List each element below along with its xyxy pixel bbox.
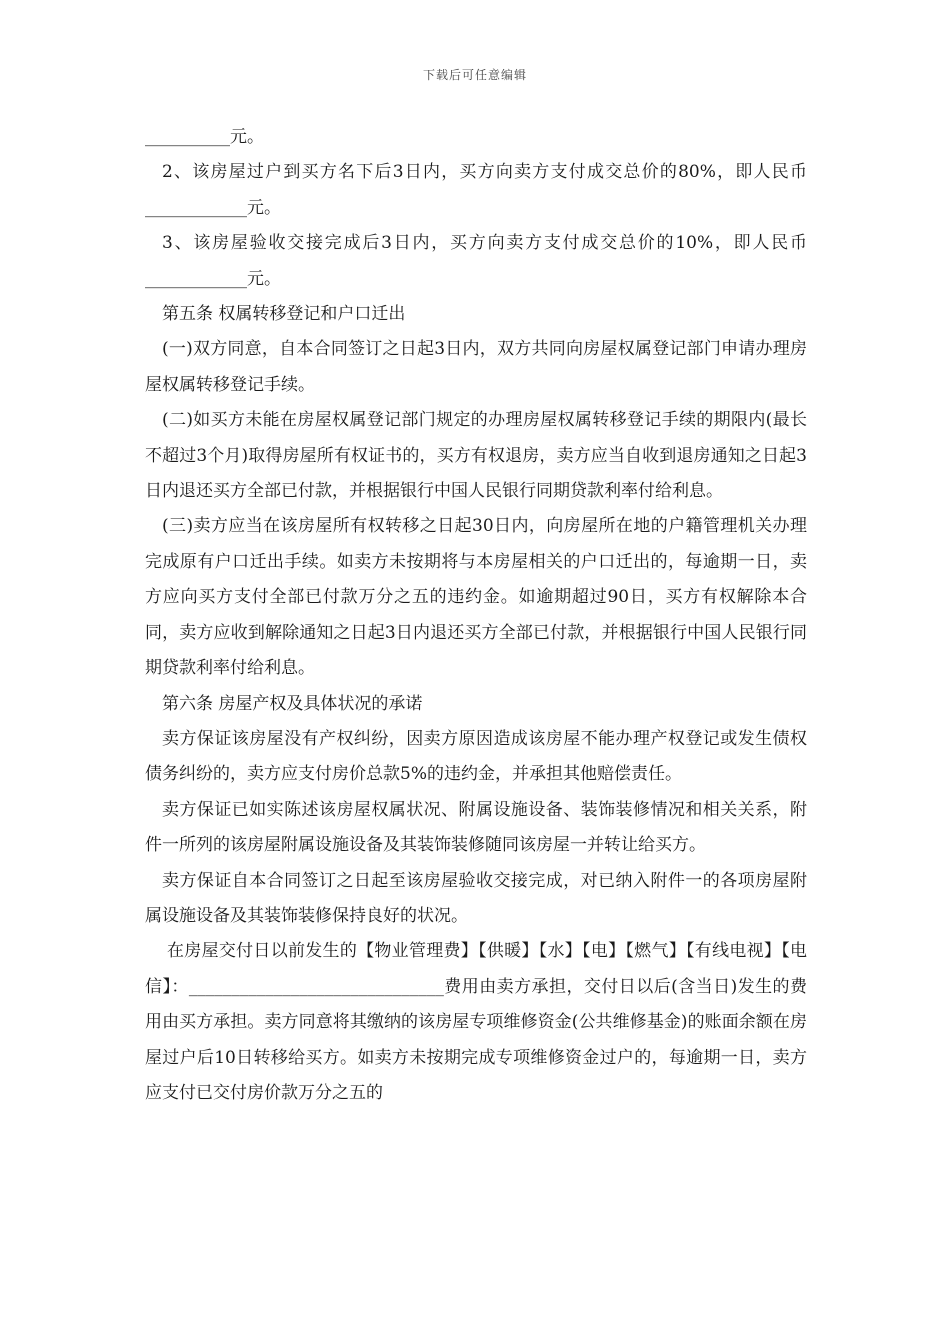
document-body xyxy=(145,120,807,1111)
page-header: 下载后可任意编辑 xyxy=(422,68,527,82)
paragraph: 卖方保证已如实陈述该房屋权属状况、附属设施设备、装饰装修情况和相关关系，附件一所列的该房屋附属设施设备及其装饰装修随同该房屋一并转让给买方。 xyxy=(145,799,807,856)
paragraph: 卖方保证自本合同签订之日起至该房屋验收交接完成，对已纳入附件一的各项房屋附属设施设备及其装饰装修保持良好的状况。 xyxy=(145,870,807,926)
paragraph: 卖方保证该房屋没有产权纠纷，因卖方原因造成该房屋不能办理产权登记或发生债权债务纠纷的，卖方应支付房价总款5%的违约金，并承担其他赔偿责任。 xyxy=(145,728,807,785)
paragraph: 3、该房屋验收交接完成后3日内，买方向卖方支付成交总价的10%，即人民币____________元。 xyxy=(145,233,807,289)
paragraph: (一)双方同意，自本合同签订之日起3日内，双方共同向房屋权属登记部门申请办理房屋权属转移登记手续。 xyxy=(145,339,807,395)
paragraph: 在房屋交付日以前发生的【物业管理费】【供暖】【水】【电】【燃气】【有线电视】【电 信】：______________________________费用由卖方承担，交付日以后(含当日)发生的费用由买方承担。卖方同意将其缴纳的该房屋专项维修资金(公共维修基金)的账面余额在房屋过户后10日转移给买方。如卖方未按期完成专项维修资金过户的，每逾期一日，卖方应支付已交付房价款万分之五的 xyxy=(145,941,807,1103)
section-heading: 第五条 权属转移登记和户口迁出 xyxy=(162,304,406,325)
paragraph: __________元。 xyxy=(145,127,264,147)
paragraph: 2、该房屋过户到买方名下后3日内，买方向卖方支付成交总价的80%，即人民币____________元。 xyxy=(145,162,807,218)
paragraph: (二)如买方未能在房屋权属登记部门规定的办理房屋权属转移登记手续的期限内(最长不超过3个月)取得房屋所有权证书的，买方有权退房，卖方应当自收到退房通知之日起3日内退还买方全部已付款，并根据银行中国人民银行同期贷款利率付给利息。 xyxy=(145,410,807,502)
paragraph: (三)卖方应当在该房屋所有权转移之日起30日内，向房屋所在地的户籍管理机关办理完成原有户口迁出手续。如卖方未按期将与本房屋相关的户口迁出的，每逾期一日，卖方应向买方支付全部已付款万分之五的违约金。如逾期超过90日，买方有权解除本合同，卖方应收到解除通知之日起3日内退还买方全部已付款，并根据银行中国人民银行同期贷款利率付给利息。 xyxy=(145,516,807,679)
section-heading: 第六条 房屋产权及具体状况的承诺 xyxy=(162,693,423,714)
